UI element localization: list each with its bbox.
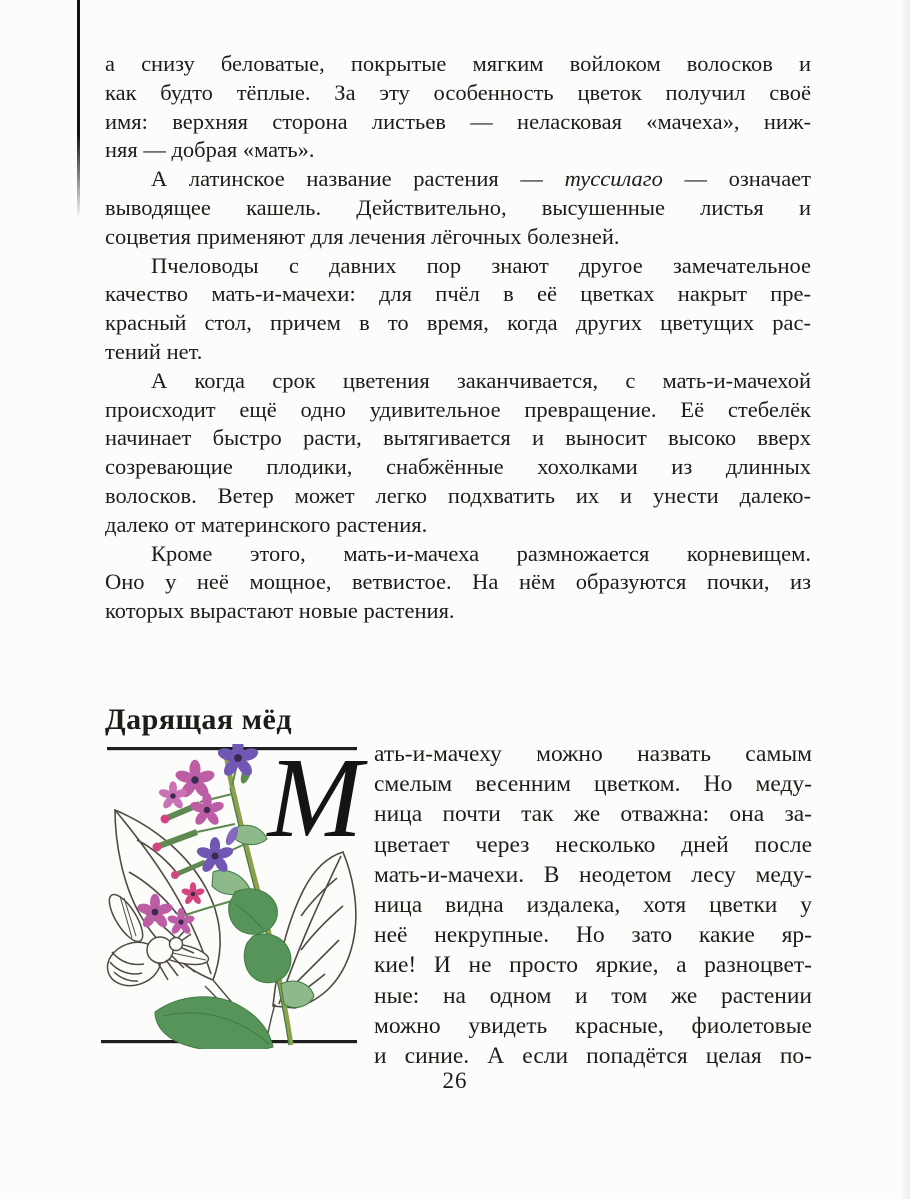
text-line: Пчеловоды с давних пор знают другое замечательное (151, 252, 811, 278)
text-line: имя: верхняя сторона листьев — неласковая «мачеха», ниж- (105, 108, 811, 134)
column-line: и синие. А если попадётся целая по- (374, 1043, 812, 1070)
column-line: ные: на одном и том же растении (374, 982, 812, 1009)
text-line: Оно у неё мощное, ветвистое. На нём образуются почки, из (105, 569, 811, 595)
text-line: далеко от материнского растения. (105, 511, 428, 537)
text-line: которых вырастают новые растения. (105, 598, 455, 624)
column-line: мать-и-мачехи. В неодетом лесу меду- (374, 861, 812, 888)
column-line: смелым весенним цветком. Но меду- (374, 771, 812, 798)
column-line: ница видна издалека, хотя цветки у (374, 892, 812, 919)
text-line: А когда срок цветения заканчивается, с мать-и-мачехой (151, 367, 811, 393)
text-line: созревающие плодики, снабжённые хохолками из длинных (105, 454, 811, 480)
body-text (105, 50, 811, 626)
column-line: неё некрупные. Но зато какие яр- (374, 922, 812, 949)
text-line: качество мать-и-мачехи: для пчёл в её цветках накрыт пре- (105, 281, 811, 307)
text-line: а снизу беловатые, покрытые мягким войлоком волосков и (105, 51, 811, 76)
drop-cap-letter: М (267, 734, 363, 861)
text-line: волосков. Ветер может легко подхватить их и унести далеко- (105, 482, 811, 508)
text-line: Кроме этого, мать-и-мачеха размножается корневищем. (151, 540, 811, 566)
section-heading: Дарящая мёд (105, 702, 293, 736)
text-line: А латинское название растения — туссилаго — означает (151, 166, 811, 192)
text-line: начинает быстро расти, вытягивается и выносит высоко вверх (105, 425, 811, 451)
column-line: можно увидеть красные, фиолетовые (374, 1012, 812, 1039)
text-line: няя — добрая «мать». (105, 137, 315, 163)
text-line: происходит ещё одно удивительное превращение. Её стебелёк (105, 396, 811, 422)
column-line: кие! И не просто яркие, а разноцвет- (374, 952, 812, 979)
scan-edge-shade (900, 0, 910, 1199)
column-line: ница почти так же отважна: она за- (374, 801, 812, 828)
text-line: тений нет. (105, 338, 203, 364)
text-line: красный стол, причем в то время, когда других цветущих рас- (105, 310, 811, 336)
page-gutter-line (77, 0, 80, 218)
text-line: соцветия применяют для лечения лёгочных болезней. (105, 223, 620, 249)
text-line: выводящее кашель. Действительно, высушенные листья и (105, 194, 811, 220)
column-line: цветает через несколько дней после (374, 831, 812, 858)
text-line: как будто тёплые. За эту особенность цветок получил своё (105, 79, 811, 105)
column-text (374, 739, 812, 1071)
page-number: 26 (442, 1068, 468, 1093)
column-line: ать-и-мачеху можно назвать самым (374, 741, 812, 767)
